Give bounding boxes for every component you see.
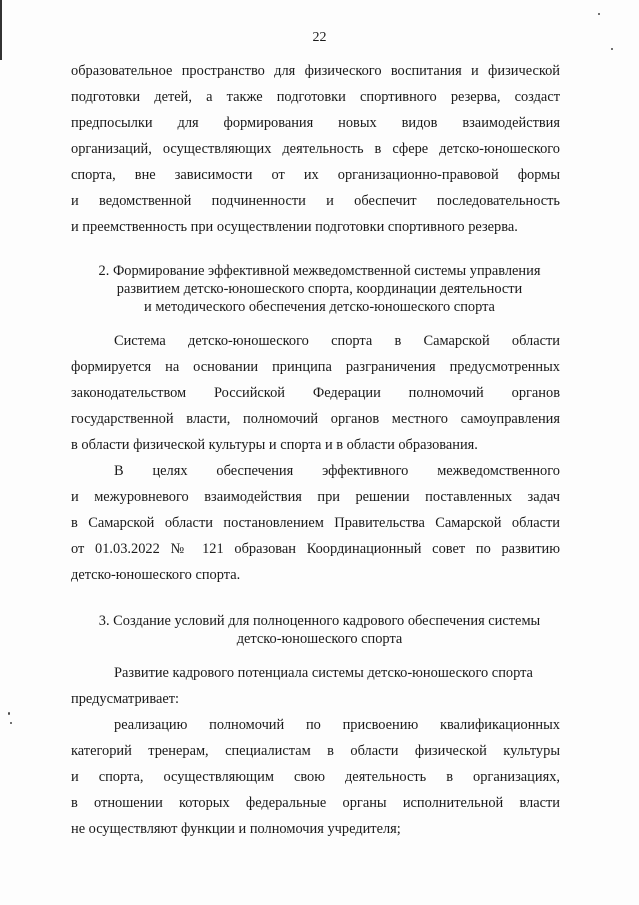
text-line: предпосылки для формирования новых видов взаимодействия (71, 115, 560, 131)
text-line: Развитие кадрового потенциала системы детско-юношеского спорта (114, 665, 533, 681)
text-line: и спорта, осуществляющим свою деятельность в организациях, (71, 769, 560, 785)
section-heading: развитием детско-юношеского спорта, координации деятельности (116, 281, 523, 297)
text-line: предусматривает: (71, 691, 180, 707)
page-number: 22 (312, 30, 327, 45)
text-line: в Самарской области постановлением Правительства Самарской области (71, 515, 560, 531)
scan-speck (598, 13, 600, 15)
text-line: реализацию полномочий по присвоению квалификационных (114, 717, 560, 733)
text-line: В целях обеспечения эффективного межведомственного (114, 463, 560, 479)
text-line: и преемственность при осуществлении подготовки спортивного резерва. (71, 219, 518, 235)
text-line: государственной власти, полномочий органов местного самоуправления (71, 411, 560, 427)
section-heading: и методического обеспечения детско-юношеского спорта (144, 299, 495, 315)
text-line: законодательством Российской Федерации полномочий органов (71, 385, 560, 401)
text-line: спорта, вне зависимости от их организационно-правовой формы (71, 167, 560, 183)
section-heading: 3. Создание условий для полноценного кадрового обеспечения системы (98, 613, 541, 629)
text-line: в области физической культуры и спорта и в области образования. (71, 437, 478, 453)
text-line: в отношении которых федеральные органы исполнительной власти (71, 795, 560, 811)
text-line: и ведомственной подчиненности и обеспечит последовательность (71, 193, 560, 209)
scan-speck (8, 712, 10, 715)
scan-speck (10, 722, 12, 724)
text-line: и межуровневого взаимодействия при решении поставленных задач (71, 489, 560, 505)
text-line: детско-юношеского спорта. (71, 567, 241, 583)
section-heading: детско-юношеского спорта (236, 631, 403, 647)
text-line: не осуществляют функции и полномочия учредителя; (71, 821, 401, 837)
text-line: организаций, осуществляющих деятельность в сфере детско-юношеского (71, 141, 560, 157)
text-line: формируется на основании принципа разграничения предусмотренных (71, 359, 560, 375)
scan-speck (611, 48, 613, 50)
text-line: подготовки детей, а также подготовки спортивного резерва, создаст (71, 89, 560, 105)
text-line: от 01.03.2022 № 121 образован Координационный совет по развитию (71, 541, 560, 557)
section-heading: 2. Формирование эффективной межведомственной системы управления (98, 263, 541, 279)
text-line: категорий тренерам, специалистам в области физической культуры (71, 743, 560, 759)
text-line: Система детско-юношеского спорта в Самарской области (114, 333, 560, 349)
text-line: образовательное пространство для физического воспитания и физической (71, 63, 560, 79)
